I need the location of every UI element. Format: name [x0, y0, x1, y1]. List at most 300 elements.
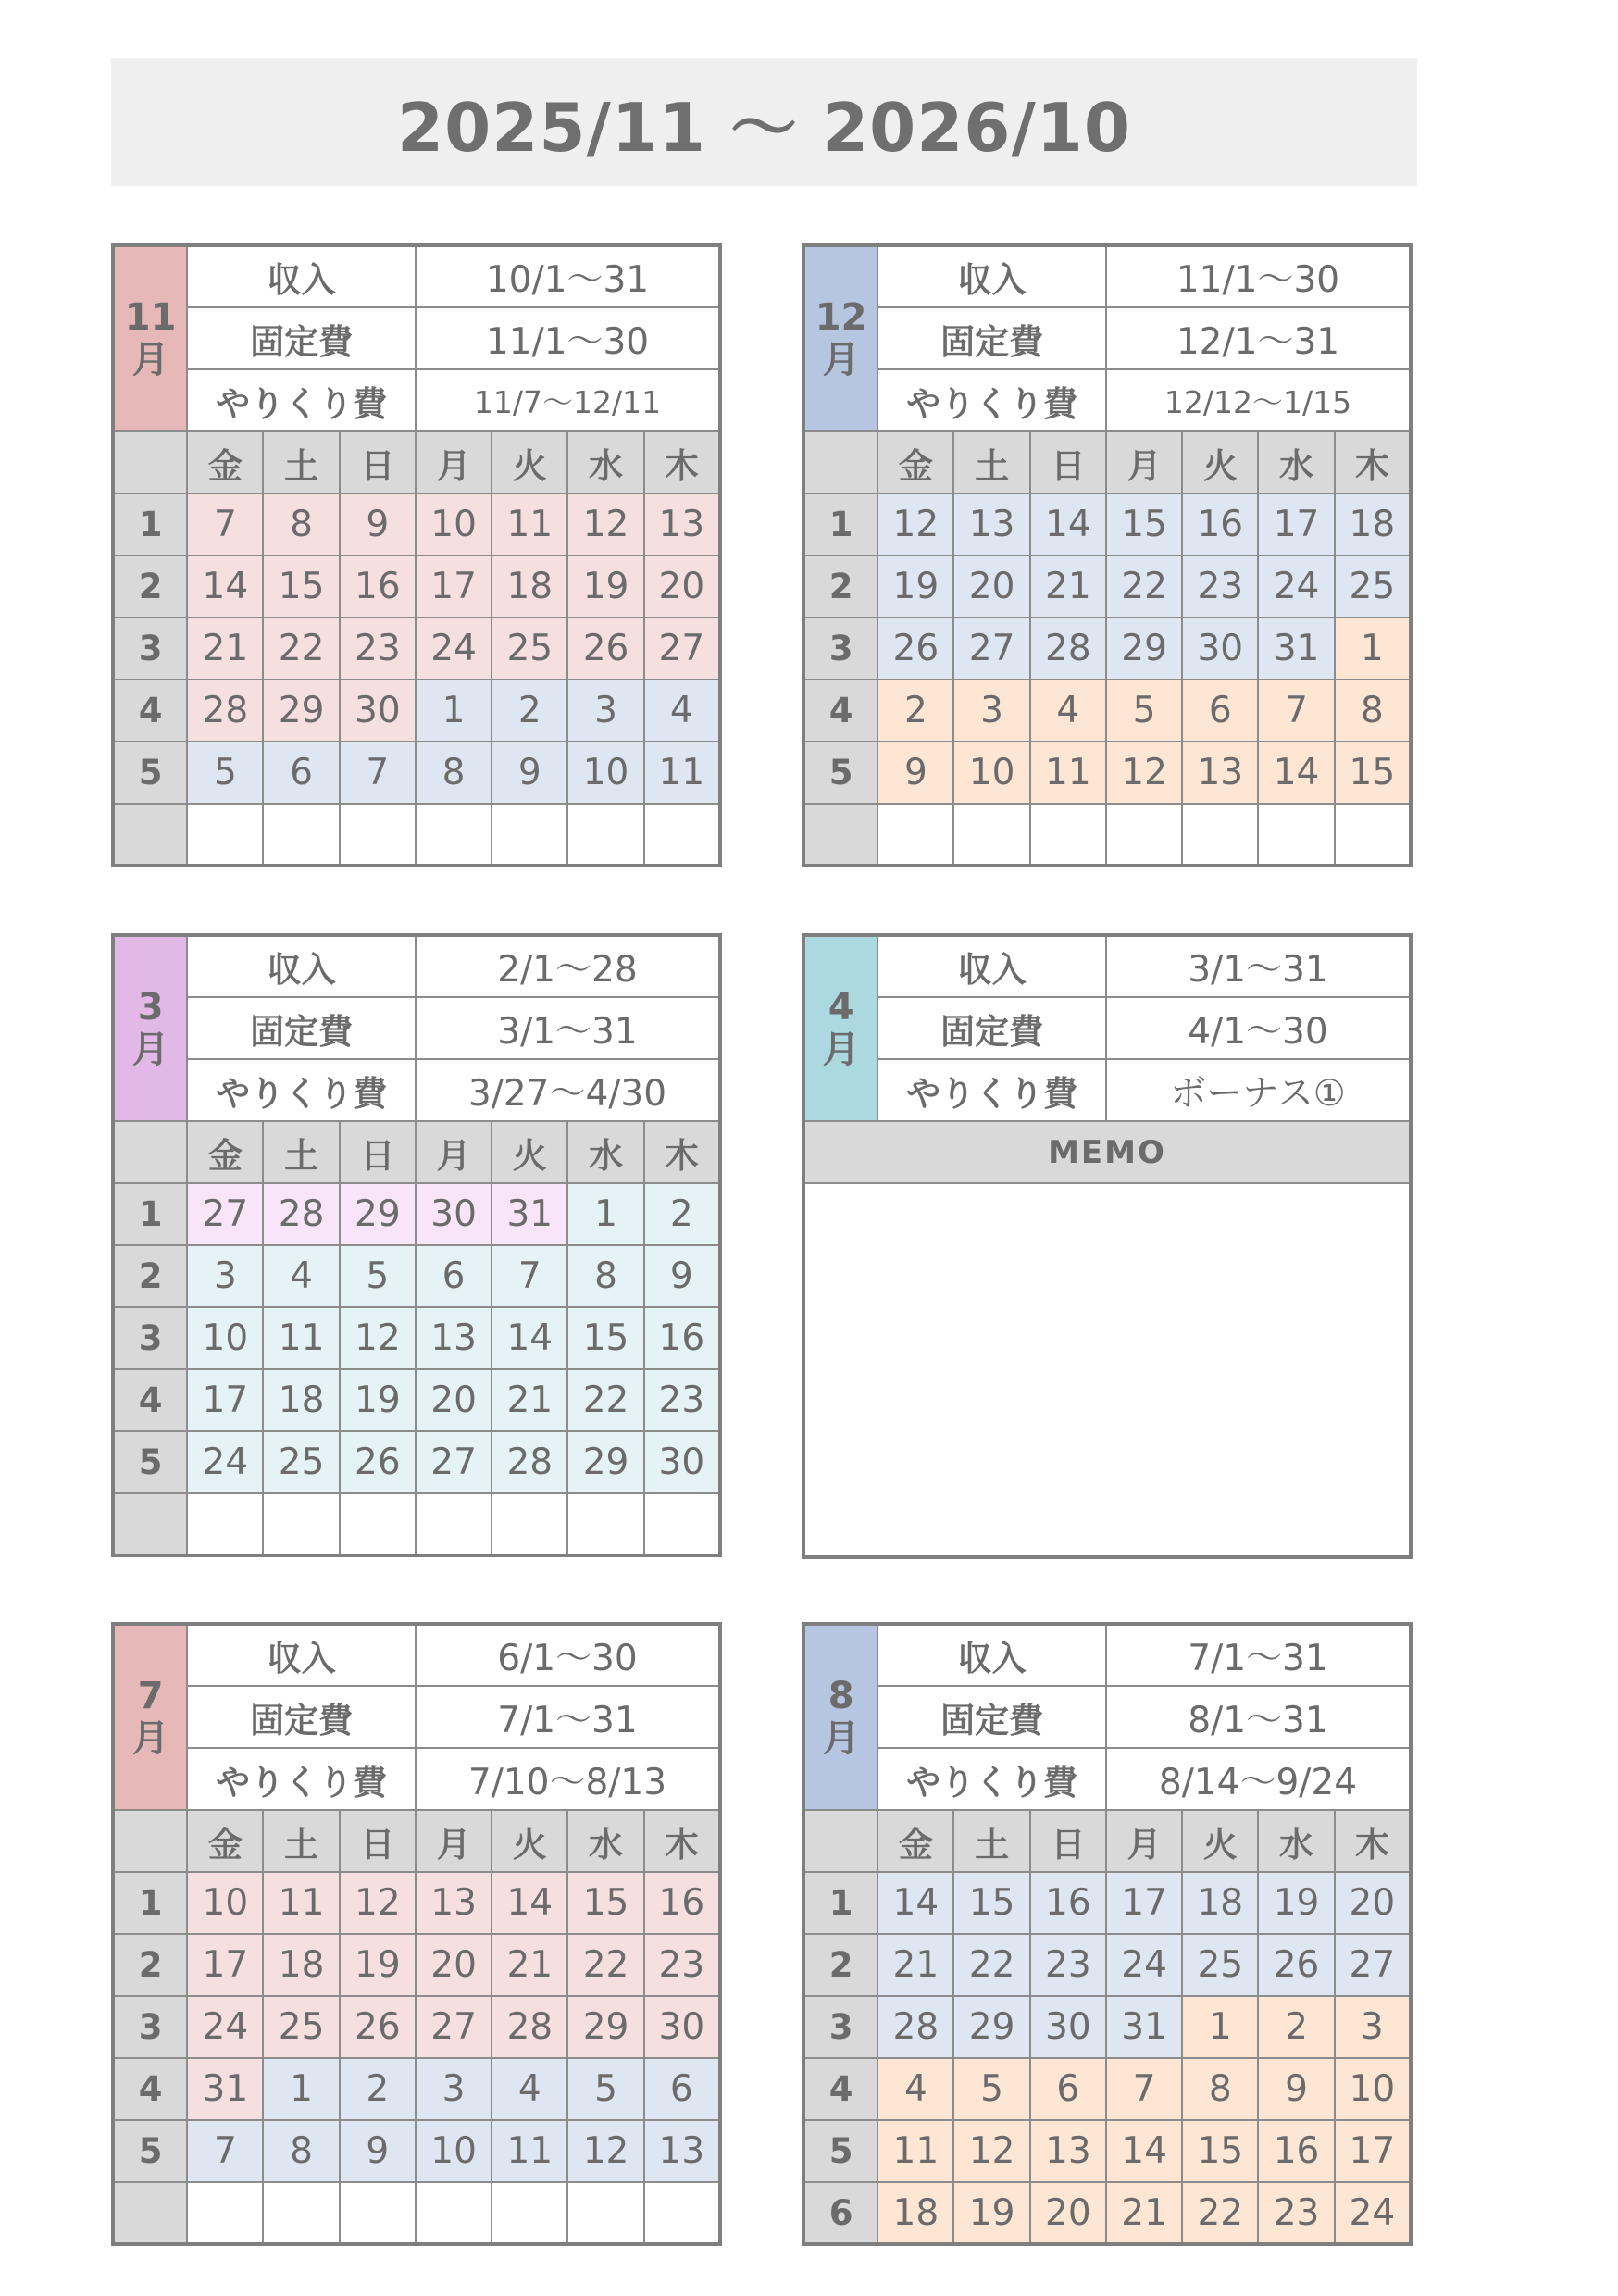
- day-cell: 27: [1335, 1934, 1411, 1996]
- day-cell: 20: [1335, 1872, 1411, 1934]
- month-label: [113, 1624, 187, 1810]
- empty-cell: [492, 804, 567, 866]
- income-range: 7/1〜31: [1106, 1624, 1411, 1686]
- day-cell: 3: [1335, 1996, 1411, 2058]
- empty-cell: [492, 2182, 567, 2244]
- day-cell: 26: [567, 618, 643, 680]
- day-cell: 24: [187, 1996, 263, 2058]
- income-label: 収入: [877, 1624, 1106, 1686]
- weekday-header: 日: [340, 1810, 416, 1872]
- budget-label: やりくり費: [187, 1748, 416, 1810]
- day-cell: 8: [416, 742, 492, 804]
- empty-cell: [1106, 804, 1182, 866]
- day-cell: 21: [1106, 2182, 1182, 2244]
- week-corner: [113, 1810, 187, 1872]
- month-number: 7: [137, 1675, 164, 1717]
- fixed-cost-range: 7/1〜31: [416, 1686, 720, 1748]
- day-cell: 10: [187, 1872, 263, 1934]
- day-cell: 17: [1258, 493, 1334, 555]
- week-number: 6: [803, 2182, 877, 2244]
- weekday-header: 水: [567, 1810, 643, 1872]
- day-cell: 22: [567, 1934, 643, 1996]
- week-number: [113, 1493, 187, 1555]
- day-cell: 6: [1030, 2058, 1106, 2120]
- budget-label: やりくり費: [187, 1059, 416, 1121]
- day-cell: 25: [492, 618, 567, 680]
- day-cell: 25: [263, 1996, 339, 2058]
- budget-calendar-table: [802, 243, 1413, 867]
- day-cell: 9: [492, 742, 567, 804]
- fixed-cost-range: 4/1〜30: [1106, 997, 1411, 1059]
- day-cell: 13: [416, 1872, 492, 1934]
- week-number: 2: [803, 555, 877, 618]
- day-cell: 29: [263, 680, 339, 742]
- weekday-header: 日: [1030, 431, 1106, 493]
- day-cell: 23: [340, 618, 416, 680]
- week-number: 4: [113, 1369, 187, 1431]
- day-cell: 24: [187, 1431, 263, 1493]
- day-cell: 3: [187, 1245, 263, 1307]
- budget-range: 8/14〜9/24: [1106, 1748, 1411, 1810]
- empty-cell: [953, 804, 1029, 866]
- day-cell: 21: [877, 1934, 953, 1996]
- day-cell: 16: [1258, 2120, 1334, 2182]
- month-number: 3: [137, 986, 164, 1029]
- week-number: 4: [803, 2058, 877, 2120]
- day-cell: 30: [416, 1183, 492, 1245]
- day-cell: 15: [1335, 742, 1411, 804]
- budget-label: やりくり費: [187, 369, 416, 431]
- week-corner: [803, 431, 877, 493]
- empty-cell: [1030, 804, 1106, 866]
- fixed-cost-label: 固定費: [877, 997, 1106, 1059]
- empty-cell: [1182, 804, 1258, 866]
- empty-cell: [416, 1493, 492, 1555]
- day-cell: 3: [416, 2058, 492, 2120]
- empty-cell: [644, 804, 720, 866]
- day-cell: 21: [1030, 555, 1106, 618]
- day-cell: 19: [953, 2182, 1029, 2244]
- week-number: 1: [803, 1872, 877, 1934]
- empty-cell: [416, 804, 492, 866]
- day-cell: 16: [1030, 1872, 1106, 1934]
- day-cell: 27: [416, 1431, 492, 1493]
- weekday-header: 日: [1030, 1810, 1106, 1872]
- day-cell: 28: [877, 1996, 953, 2058]
- day-cell: 22: [953, 1934, 1029, 1996]
- month-panel-12: [802, 243, 1413, 867]
- day-cell: 6: [644, 2058, 720, 2120]
- day-cell: 11: [492, 493, 567, 555]
- day-cell: 12: [340, 1872, 416, 1934]
- week-number: 3: [113, 618, 187, 680]
- month-label: [113, 245, 187, 431]
- memo-header: MEMO: [803, 1121, 1411, 1183]
- day-cell: 2: [877, 680, 953, 742]
- empty-cell: [877, 804, 953, 866]
- week-number: 5: [113, 742, 187, 804]
- day-cell: 17: [1335, 2120, 1411, 2182]
- day-cell: 11: [263, 1307, 339, 1369]
- weekday-header: 木: [1335, 431, 1411, 493]
- day-cell: 16: [644, 1307, 720, 1369]
- day-cell: 20: [1030, 2182, 1106, 2244]
- weekday-header: 木: [1335, 1810, 1411, 1872]
- day-cell: 16: [1182, 493, 1258, 555]
- week-number: 1: [803, 493, 877, 555]
- day-cell: 28: [492, 1996, 567, 2058]
- day-cell: 9: [644, 1245, 720, 1307]
- day-cell: 12: [567, 2120, 643, 2182]
- day-cell: 15: [953, 1872, 1029, 1934]
- month-panel-7: [111, 1622, 722, 2246]
- day-cell: 28: [492, 1431, 567, 1493]
- day-cell: 10: [1335, 2058, 1411, 2120]
- day-cell: 22: [1106, 555, 1182, 618]
- day-cell: 18: [877, 2182, 953, 2244]
- day-cell: 3: [953, 680, 1029, 742]
- day-cell: 24: [1106, 1934, 1182, 1996]
- day-cell: 27: [644, 618, 720, 680]
- day-cell: 25: [263, 1431, 339, 1493]
- weekday-header: 木: [644, 431, 720, 493]
- day-cell: 15: [263, 555, 339, 618]
- day-cell: 1: [263, 2058, 339, 2120]
- day-cell: 5: [187, 742, 263, 804]
- day-cell: 9: [1258, 2058, 1334, 2120]
- income-range: 6/1〜30: [416, 1624, 720, 1686]
- week-number: 4: [113, 2058, 187, 2120]
- day-cell: 8: [1335, 680, 1411, 742]
- day-cell: 3: [567, 680, 643, 742]
- day-cell: 1: [1182, 1996, 1258, 2058]
- weekday-header: 水: [1258, 1810, 1334, 1872]
- weekday-header: 土: [953, 431, 1029, 493]
- weekday-header: 金: [187, 1121, 263, 1183]
- day-cell: 9: [340, 2120, 416, 2182]
- weekday-header: 土: [263, 1121, 339, 1183]
- day-cell: 29: [567, 1996, 643, 2058]
- day-cell: 2: [1258, 1996, 1334, 2058]
- day-cell: 5: [340, 1245, 416, 1307]
- income-label: 収入: [877, 935, 1106, 997]
- day-cell: 4: [877, 2058, 953, 2120]
- week-number: 5: [803, 742, 877, 804]
- day-cell: 24: [1258, 555, 1334, 618]
- week-number: [113, 804, 187, 866]
- day-cell: 23: [1030, 1934, 1106, 1996]
- day-cell: 8: [1182, 2058, 1258, 2120]
- budget-label: やりくり費: [877, 369, 1106, 431]
- month-number: 11: [124, 296, 177, 339]
- day-cell: 26: [877, 618, 953, 680]
- week-number: 3: [113, 1307, 187, 1369]
- empty-cell: [644, 2182, 720, 2244]
- day-cell: 13: [416, 1307, 492, 1369]
- day-cell: 14: [877, 1872, 953, 1934]
- page-title: 2025/11 ～ 2026/10: [397, 89, 1131, 167]
- day-cell: 7: [1258, 680, 1334, 742]
- day-cell: 15: [567, 1307, 643, 1369]
- day-cell: 18: [492, 555, 567, 618]
- day-cell: 8: [263, 493, 339, 555]
- day-cell: 13: [953, 493, 1029, 555]
- budget-range: 12/12〜1/15: [1106, 369, 1411, 431]
- weekday-header: 土: [263, 1810, 339, 1872]
- fixed-cost-range: 12/1〜31: [1106, 307, 1411, 369]
- month-kanji: 月: [822, 339, 860, 381]
- empty-cell: [567, 804, 643, 866]
- week-corner: [803, 1810, 877, 1872]
- week-corner: [113, 431, 187, 493]
- budget-range: 7/10〜8/13: [416, 1748, 720, 1810]
- month-kanji: 月: [131, 1029, 169, 1071]
- day-cell: 30: [644, 1431, 720, 1493]
- day-cell: 13: [1030, 2120, 1106, 2182]
- day-cell: 10: [187, 1307, 263, 1369]
- month-panel-8: [802, 1622, 1413, 2246]
- day-cell: 10: [416, 2120, 492, 2182]
- empty-cell: [187, 1493, 263, 1555]
- week-number: 3: [803, 1996, 877, 2058]
- day-cell: 29: [340, 1183, 416, 1245]
- day-cell: 22: [263, 618, 339, 680]
- month-kanji: 月: [131, 339, 169, 381]
- title-banner: [111, 58, 1417, 186]
- empty-cell: [644, 1493, 720, 1555]
- week-number: 2: [803, 1934, 877, 1996]
- day-cell: 7: [187, 2120, 263, 2182]
- month-label: [803, 935, 877, 1121]
- day-cell: 14: [492, 1307, 567, 1369]
- weekday-header: 水: [567, 1121, 643, 1183]
- month-kanji: 月: [131, 1717, 169, 1760]
- day-cell: 30: [1030, 1996, 1106, 2058]
- day-cell: 5: [1106, 680, 1182, 742]
- day-cell: 4: [1030, 680, 1106, 742]
- day-cell: 1: [1335, 618, 1411, 680]
- day-cell: 9: [340, 493, 416, 555]
- week-number: [803, 804, 877, 866]
- income-range: 3/1〜31: [1106, 935, 1411, 997]
- budget-calendar-table: [111, 243, 722, 867]
- weekday-header: 火: [492, 1810, 567, 1872]
- day-cell: 30: [340, 680, 416, 742]
- income-label: 収入: [187, 1624, 416, 1686]
- week-number: 5: [113, 1431, 187, 1493]
- day-cell: 23: [1182, 555, 1258, 618]
- day-cell: 22: [1182, 2182, 1258, 2244]
- day-cell: 19: [340, 1934, 416, 1996]
- day-cell: 1: [416, 680, 492, 742]
- day-cell: 21: [187, 618, 263, 680]
- day-cell: 7: [492, 1245, 567, 1307]
- week-number: 4: [803, 680, 877, 742]
- empty-cell: [263, 804, 339, 866]
- day-cell: 28: [1030, 618, 1106, 680]
- day-cell: 24: [416, 618, 492, 680]
- day-cell: 26: [340, 1431, 416, 1493]
- day-cell: 11: [1030, 742, 1106, 804]
- day-cell: 17: [416, 555, 492, 618]
- weekday-header: 金: [187, 1810, 263, 1872]
- day-cell: 12: [953, 2120, 1029, 2182]
- day-cell: 31: [492, 1183, 567, 1245]
- empty-cell: [340, 2182, 416, 2244]
- weekday-header: 木: [644, 1121, 720, 1183]
- weekday-header: 土: [263, 431, 339, 493]
- empty-cell: [187, 804, 263, 866]
- day-cell: 19: [877, 555, 953, 618]
- day-cell: 29: [567, 1431, 643, 1493]
- empty-cell: [340, 1493, 416, 1555]
- fixed-cost-label: 固定費: [877, 307, 1106, 369]
- month-panel-11: [111, 243, 722, 867]
- budget-calendar-table: [802, 933, 1413, 1559]
- day-cell: 25: [1182, 1934, 1258, 1996]
- budget-calendar-table: [111, 933, 722, 1557]
- weekday-header: 月: [1106, 431, 1182, 493]
- day-cell: 13: [644, 2120, 720, 2182]
- day-cell: 1: [567, 1183, 643, 1245]
- week-number: 3: [113, 1996, 187, 2058]
- empty-cell: [263, 1493, 339, 1555]
- day-cell: 14: [1106, 2120, 1182, 2182]
- income-range: 11/1〜30: [1106, 245, 1411, 307]
- weekday-header: 月: [416, 1121, 492, 1183]
- day-cell: 20: [953, 555, 1029, 618]
- day-cell: 23: [1258, 2182, 1334, 2244]
- day-cell: 6: [263, 742, 339, 804]
- week-number: 1: [113, 1872, 187, 1934]
- day-cell: 16: [340, 555, 416, 618]
- empty-cell: [340, 804, 416, 866]
- day-cell: 6: [416, 1245, 492, 1307]
- memo-area[interactable]: [803, 1183, 1411, 1557]
- budget-range: 3/27〜4/30: [416, 1059, 720, 1121]
- day-cell: 26: [1258, 1934, 1334, 1996]
- weekday-header: 金: [877, 431, 953, 493]
- income-label: 収入: [877, 245, 1106, 307]
- week-number: 5: [113, 2120, 187, 2182]
- empty-cell: [567, 2182, 643, 2244]
- day-cell: 2: [340, 2058, 416, 2120]
- empty-cell: [1335, 804, 1411, 866]
- day-cell: 31: [1258, 618, 1334, 680]
- fixed-cost-range: 11/1〜30: [416, 307, 720, 369]
- day-cell: 28: [263, 1183, 339, 1245]
- month-kanji: 月: [822, 1717, 860, 1760]
- day-cell: 16: [644, 1872, 720, 1934]
- day-cell: 18: [1182, 1872, 1258, 1934]
- day-cell: 8: [263, 2120, 339, 2182]
- day-cell: 20: [416, 1369, 492, 1431]
- fixed-cost-label: 固定費: [187, 1686, 416, 1748]
- fixed-cost-label: 固定費: [877, 1686, 1106, 1748]
- day-cell: 7: [187, 493, 263, 555]
- weekday-header: 金: [187, 431, 263, 493]
- day-cell: 11: [877, 2120, 953, 2182]
- day-cell: 4: [644, 680, 720, 742]
- day-cell: 12: [1106, 742, 1182, 804]
- fixed-cost-range: 8/1〜31: [1106, 1686, 1411, 1748]
- empty-cell: [492, 1493, 567, 1555]
- month-panel-3: [111, 933, 722, 1557]
- weekday-header: 金: [877, 1810, 953, 1872]
- day-cell: 15: [1182, 2120, 1258, 2182]
- month-label: [113, 935, 187, 1121]
- week-number: 2: [113, 1245, 187, 1307]
- day-cell: 31: [187, 2058, 263, 2120]
- week-number: [113, 2182, 187, 2244]
- day-cell: 20: [416, 1934, 492, 1996]
- weekday-header: 月: [416, 1810, 492, 1872]
- budget-label: やりくり費: [877, 1748, 1106, 1810]
- day-cell: 27: [416, 1996, 492, 2058]
- day-cell: 9: [877, 742, 953, 804]
- day-cell: 17: [187, 1934, 263, 1996]
- day-cell: 11: [644, 742, 720, 804]
- weekday-header: 木: [644, 1810, 720, 1872]
- month-kanji: 月: [822, 1029, 860, 1071]
- day-cell: 29: [1106, 618, 1182, 680]
- day-cell: 12: [340, 1307, 416, 1369]
- empty-cell: [567, 1493, 643, 1555]
- day-cell: 14: [1030, 493, 1106, 555]
- weekday-header: 火: [1182, 1810, 1258, 1872]
- day-cell: 22: [567, 1369, 643, 1431]
- day-cell: 23: [644, 1934, 720, 1996]
- day-cell: 27: [953, 618, 1029, 680]
- month-number: 12: [815, 296, 867, 339]
- day-cell: 14: [187, 555, 263, 618]
- day-cell: 4: [263, 1245, 339, 1307]
- day-cell: 18: [263, 1369, 339, 1431]
- day-cell: 15: [1106, 493, 1182, 555]
- day-cell: 27: [187, 1183, 263, 1245]
- day-cell: 30: [644, 1996, 720, 2058]
- day-cell: 29: [953, 1996, 1029, 2058]
- day-cell: 4: [492, 2058, 567, 2120]
- empty-cell: [416, 2182, 492, 2244]
- weekday-header: 水: [567, 431, 643, 493]
- day-cell: 14: [492, 1872, 567, 1934]
- day-cell: 7: [1106, 2058, 1182, 2120]
- day-cell: 18: [1335, 493, 1411, 555]
- income-range: 10/1〜31: [416, 245, 720, 307]
- day-cell: 2: [644, 1183, 720, 1245]
- day-cell: 6: [1182, 680, 1258, 742]
- week-number: 3: [803, 618, 877, 680]
- fixed-cost-label: 固定費: [187, 307, 416, 369]
- month-panel-4: [802, 933, 1413, 1559]
- budget-calendar-table: [111, 1622, 722, 2246]
- day-cell: 11: [263, 1872, 339, 1934]
- month-number: 4: [828, 986, 854, 1029]
- day-cell: 19: [567, 555, 643, 618]
- day-cell: 10: [953, 742, 1029, 804]
- day-cell: 8: [567, 1245, 643, 1307]
- budget-label: やりくり費: [877, 1059, 1106, 1121]
- income-label: 収入: [187, 245, 416, 307]
- day-cell: 21: [492, 1369, 567, 1431]
- weekday-header: 火: [492, 1121, 567, 1183]
- budget-range: 11/7〜12/11: [416, 369, 720, 431]
- empty-cell: [263, 2182, 339, 2244]
- day-cell: 15: [567, 1872, 643, 1934]
- week-number: 1: [113, 1183, 187, 1245]
- budget-calendar-table: [802, 1622, 1413, 2246]
